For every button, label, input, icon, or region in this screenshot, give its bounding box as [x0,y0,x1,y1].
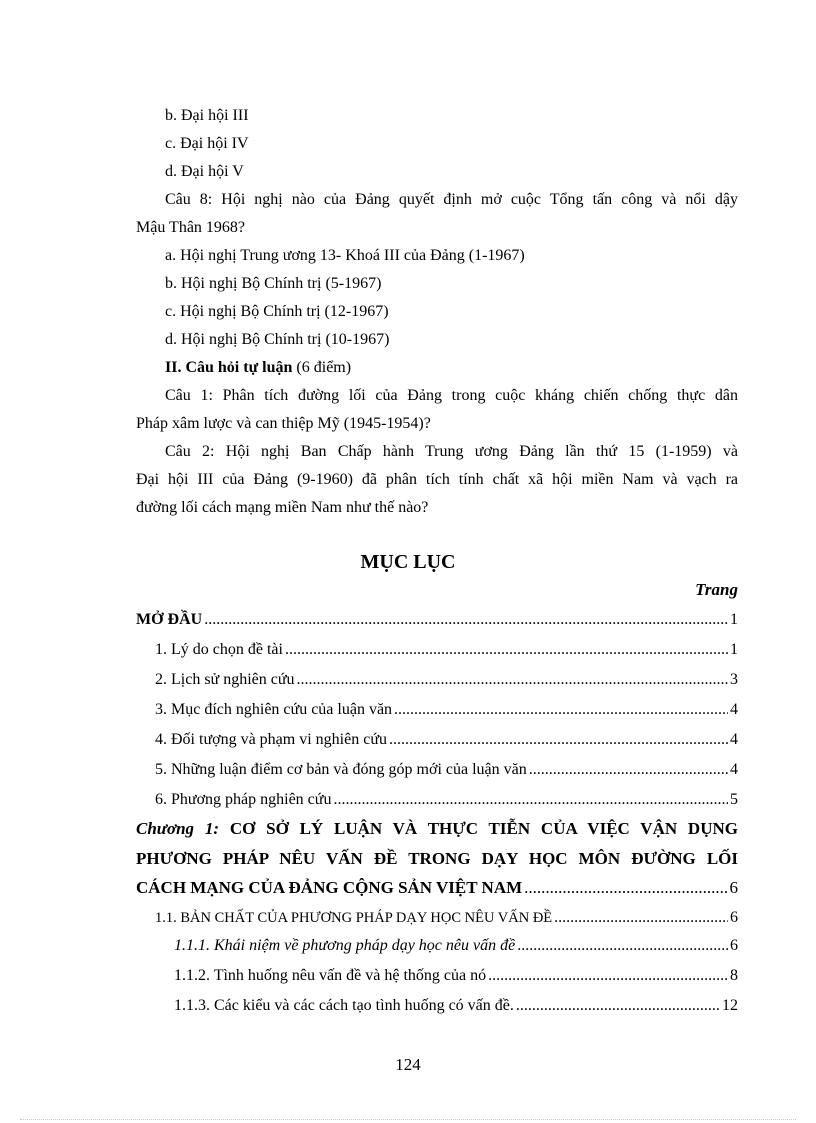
page-number: 124 [395,1055,421,1074]
question8-line2: Mậu Thân 1968? [136,219,246,236]
toc-entry-label: 6. Phương pháp nghiên cứu [155,791,332,808]
toc-entry-page: 6 [730,937,738,954]
toc-dot-leader [394,700,728,720]
toc-entry-page: 6 [730,909,738,926]
toc-page-header: Trang [695,580,738,599]
toc-entry[interactable] [155,760,738,780]
essay2-line3: đường lối cách mạng miền Nam như thế nào? [136,499,429,516]
toc-title: MỤC LỤC [360,551,456,573]
toc-entry-page: 8 [730,967,738,984]
essay1-line2: Pháp xâm lược và can thiệp Mỹ (1945-1954)? [136,415,431,432]
page-bottom-divider [20,1119,796,1120]
section2-heading [165,358,351,378]
toc-dot-leader [554,908,728,928]
toc-entry-chapter1[interactable] [136,878,738,898]
chapter1-line2: PHƯƠNG PHÁP NÊU VẤN ĐỀ TRONG DẠY HỌC MÔN ĐƯỜNG LỐI [136,849,738,868]
toc-entry-page: 12 [722,997,738,1014]
toc-entry[interactable] [155,670,738,690]
chapter1-line1[interactable] [136,818,738,840]
toc-entry-page: 6 [729,878,738,897]
toc-dot-leader [516,996,720,1016]
toc-entry-label: 1.1.1. Khái niệm về phương pháp dạy học nêu vấn đề [174,937,516,954]
toc-entry-page: 5 [730,791,738,808]
toc-dot-leader [529,760,728,780]
chapter1-line3: CÁCH MẠNG CỦA ĐẢNG CỘNG SẢN VIỆT NAM [136,878,523,897]
toc-dot-leader [517,936,728,956]
toc-entry-label: 3. Mục đích nghiên cứu của luận văn [155,701,393,718]
toc-entry-page: 4 [730,761,738,778]
question8-option-c: c. Hội nghị Bộ Chính trị (12-1967) [165,303,389,320]
toc-entry-page: 3 [730,671,738,688]
toc-dot-leader [488,966,728,986]
toc-entry-label: 1.1.3. Các kiểu và các cách tạo tình huống có vấn đề. [174,997,514,1014]
toc-dot-leader [389,730,728,750]
question8-option-b: b. Hội nghị Bộ Chính trị (5-1967) [165,275,382,292]
toc-entry-subsection[interactable] [174,996,738,1016]
chapter1-title-part1: CƠ SỞ LÝ LUẬN VÀ THỰC TIỄN CỦA VIỆC VẬN DỤNG [219,819,738,838]
toc-entry-label: 1. Lý do chọn đề tài [155,641,283,658]
toc-dot-leader [297,670,728,690]
toc-entry-page: 4 [730,701,738,718]
chapter1-prefix: Chương 1: [136,819,220,838]
toc-entry-intro[interactable] [136,610,738,630]
toc-entry-page: 1 [730,641,738,658]
toc-dot-leader [524,878,727,898]
essay2-line1: Câu 2: Hội nghị Ban Chấp hành Trung ương Đảng lần thứ 15 (1-1959) và [165,443,738,460]
section2-title: II. Câu hỏi tự luận [165,359,293,376]
answer-c: c. Đại hội IV [165,135,249,152]
question8-line1: Câu 8: Hội nghị nào của Đảng quyết định mở cuộc Tổng tấn công và nổi dậy [165,191,738,208]
toc-entry-label: MỞ ĐẦU [136,611,203,628]
toc-entry[interactable] [155,640,738,660]
toc-entry[interactable] [155,700,738,720]
toc-entry-label: 1.1. BẢN CHẤT CỦA PHƯƠNG PHÁP DẠY HỌC NÊU VẤN ĐỀ [155,910,553,926]
toc-entry[interactable] [155,790,738,810]
question8-option-a: a. Hội nghị Trung ương 13- Khoá III của Đảng (1-1967) [165,247,525,264]
toc-entry-subsection[interactable] [174,936,738,956]
toc-dot-leader [333,790,728,810]
essay2-line2: Đại hội III của Đảng (9-1960) đã phân tích tính chất xã hội miền Nam và vạch ra [136,471,738,488]
essay1-line1: Câu 1: Phân tích đường lối của Đảng trong cuộc kháng chiến chống thực dân [165,387,738,404]
toc-entry-page: 1 [730,611,738,628]
toc-entry[interactable] [155,730,738,750]
question8-option-d: d. Hội nghị Bộ Chính trị (10-1967) [165,331,390,348]
section2-points: (6 điểm) [292,359,352,376]
toc-entry-label: 1.1.2. Tình huống nêu vấn đề và hệ thống của nó [174,967,487,984]
toc-entry-label: 4. Đối tượng và phạm vi nghiên cứu [155,731,387,748]
toc-dot-leader [204,610,728,630]
toc-entry-subsection[interactable] [174,966,738,986]
toc-dot-leader [285,640,728,660]
toc-entry-label: 5. Những luận điểm cơ bản và đóng góp mới của luận văn [155,761,527,778]
answer-b: b. Đại hội III [165,107,249,124]
toc-entry-page: 4 [730,731,738,748]
toc-entry-label: 2. Lịch sử nghiên cứu [155,671,295,688]
toc-entry-section-1-1[interactable] [155,908,738,928]
answer-d: d. Đại hội V [165,163,244,180]
